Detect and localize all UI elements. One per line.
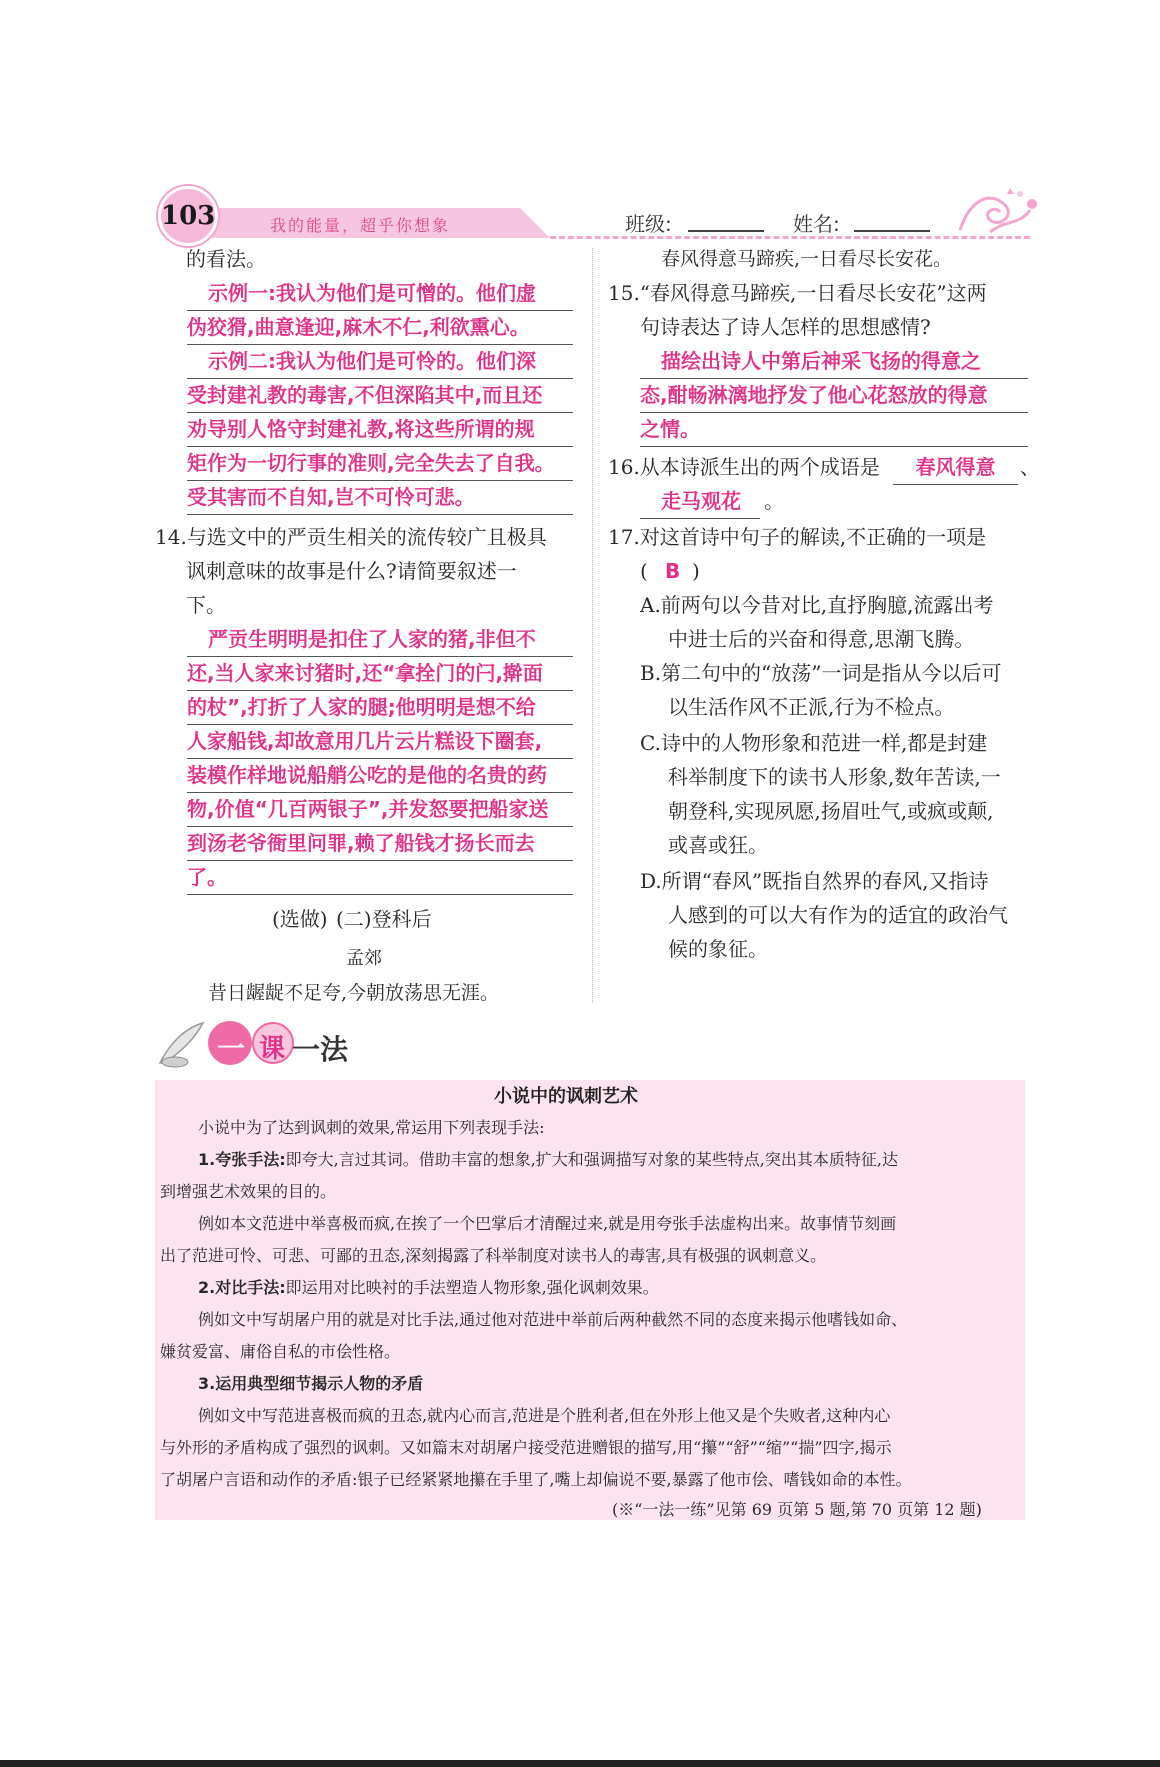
option-a-line1: A.前两句以今昔对比,直抒胸臆,流露出考 [640, 593, 994, 617]
option-c-line3: 朝登科,实现夙愿,扬眉吐气,或疯或颠, [668, 799, 994, 823]
answer-13-example2-line3: 劝导别人恪守封建礼教,将这些所谓的规 [187, 412, 573, 447]
lesson-title-fa: 一法 [292, 1033, 349, 1066]
method-p2-example2: 嫌贫爱富、庸俗自私的市侩性格。 [160, 1342, 401, 1361]
text-line: 的看法。 [186, 247, 266, 271]
option-d-line3: 候的象征。 [668, 937, 768, 961]
answer-13-example2-line1: 示例二:我认为他们是可怜的。他们深 [187, 344, 573, 379]
answer-13-example2-line2: 受封建礼教的毒害,不但深陷其中,而且还 [187, 378, 573, 413]
question-15-line1: 15.“春风得意马蹄疾,一日看尽长安花”这两 [608, 281, 987, 305]
question-15-line2: 句诗表达了诗人怎样的思想感情? [640, 315, 931, 339]
poem-title: (二)登科后 [336, 907, 432, 931]
question-17-line1: 17.对这首诗中句子的解读,不正确的一项是 [608, 525, 987, 549]
answer-14-line3: 的杖”,打折了人家的腿;他明明是想不给 [187, 690, 573, 725]
answer-16-idiom1: 春风得意 [893, 450, 1018, 485]
question-17-paren-left: ( [640, 559, 648, 583]
option-c-line4: 或喜或狂。 [668, 833, 768, 857]
poem-line1: 昔日龌龊不足夸,今朝放荡思无涯。 [208, 982, 500, 1004]
method-p1-line2: 到增强艺术效果的目的。 [160, 1182, 337, 1201]
answer-16-idiom2: 走马观花 [640, 484, 760, 519]
answer-17: B [665, 559, 681, 583]
answer-15-line1: 描绘出诗人中第后神采飞扬的得意之 [640, 344, 1028, 379]
option-b-line1: B.第二句中的“放荡”一词是指从今以后可 [640, 661, 1002, 685]
method-p1-line1: 1.夸张手法:即夸大,言过其词。借助丰富的想象,扩大和强调描写对象的某些特点,突出其本质特征,达 [198, 1150, 898, 1169]
method-reference: (※“一法一练”见第 69 页第 5 题,第 70 页第 12 题) [612, 1500, 982, 1519]
answer-14-line7: 到汤老爷衙里问罪,赖了船钱才扬长而去 [187, 826, 573, 861]
question-17-paren-right: ) [692, 559, 700, 583]
floral-ornament-icon [950, 180, 1040, 240]
method-p1-example1: 例如本文范进中举喜极而疯,在挨了一个巴掌后才清醒过来,就是用夸张手法虚构出来。故事情节刻画 [198, 1214, 897, 1233]
method-p3-example3: 了胡屠户言语和动作的矛盾:银子已经紧紧地攥在手里了,嘴上却偏说不要,暴露了他市侩、嗜钱如命的本性。 [160, 1470, 912, 1489]
method-p2-example1: 例如文中写胡屠户用的就是对比手法,通过他对范进中举前后两种截然不同的态度来揭示他嗜钱如命、 [198, 1310, 908, 1329]
class-label: 班级: [625, 212, 672, 236]
feather-pen-icon [160, 1023, 203, 1067]
answer-13-example1-line1: 示例一:我认为他们是可憎的。他们虚 [187, 276, 573, 311]
option-c-line2: 科举制度下的读书人形象,数年苦读,一 [668, 765, 1001, 789]
answer-14-line5: 装模作样地说船艄公吃的是他的名贵的药 [187, 758, 573, 793]
question-16-separator: 、 [1020, 455, 1040, 479]
answer-15-line2: 态,酣畅淋漓地抒发了他心花怒放的得意 [640, 378, 1028, 413]
answer-14-line1: 严贡生明明是扣住了人家的猪,非但不 [187, 622, 573, 657]
poem-author: 孟郊 [346, 948, 382, 969]
header-slogan: 我的能量，超乎你想象 [270, 216, 451, 235]
method-title: 小说中的讽刺艺术 [494, 1086, 638, 1107]
method-p3-example2: 与外形的矛盾构成了强烈的讽刺。又如篇末对胡屠户接受范进赠银的描写,用“攥”“舒”“缩”“揣”四字,揭示 [160, 1438, 892, 1457]
column-divider [592, 248, 593, 1003]
answer-13-example2-line4: 矩作为一切行事的准则,完全失去了自我。 [187, 446, 573, 481]
name-label: 姓名: [793, 212, 840, 236]
method-intro: 小说中为了达到讽刺的效果,常运用下列表现手法: [198, 1118, 545, 1137]
option-a-line2: 中进士后的兴奋和得意,思潮飞腾。 [668, 627, 975, 651]
method-p3-example1: 例如文中写范进喜极而疯的丑态,就内心而言,范进是个胜利者,但在外形上他又是个失败者,这种内心 [198, 1406, 891, 1425]
answer-13-example1-line2: 伪狡猾,曲意逢迎,麻木不仁,利欲熏心。 [187, 310, 573, 345]
name-field[interactable] [854, 230, 930, 232]
answer-13-example2-line5: 受其害而不自知,岂不可怜可悲。 [187, 480, 573, 515]
answer-14-line4: 人家船钱,却故意用几片云片糕设下圈套, [187, 724, 573, 759]
poem-line2: 春风得意马蹄疾,一日看尽长安花。 [661, 248, 953, 270]
bottom-bar [0, 1760, 1160, 1767]
lesson-title-yi: 一 [217, 1032, 246, 1065]
lesson-title-ke: 课 [259, 1034, 286, 1064]
method-p2-line1: 2.对比手法:即运用对比映衬的手法塑造人物形象,强化讽刺效果。 [198, 1278, 659, 1297]
option-d-line2: 人感到的可以大有作为的适宜的政治气 [668, 903, 1008, 927]
answer-14-line6: 物,价值“几百两银子”,并发怒要把船家送 [187, 792, 573, 827]
question-16-end: 。 [764, 489, 784, 513]
method-p1-label: 1.夸张手法: [198, 1150, 286, 1169]
method-p2-label: 2.对比手法: [198, 1278, 286, 1297]
method-p1-example2: 出了范进可怜、可悲、可鄙的丑态,深刻揭露了科举制度对读书人的毒害,具有极强的讽刺意义。 [160, 1246, 827, 1265]
answer-14-line8: 了。 [187, 860, 573, 895]
question-14-line1: 14.与选文中的严贡生相关的流传较广且极具 [155, 525, 547, 549]
answer-14-line2: 还,当人家来讨猪时,还“拿拴门的闩,擀面 [187, 656, 573, 691]
answer-15-line3: 之情。 [640, 412, 1028, 447]
poem-title-prefix: (选做) [272, 907, 328, 931]
question-16-line1: 16.从本诗派生出的两个成语是 [608, 455, 880, 479]
option-d-line1: D.所谓“春风”既指自然界的春风,又指诗 [640, 869, 989, 893]
page-number: 103 [158, 186, 218, 246]
method-p3-label: 3.运用典型细节揭示人物的矛盾 [198, 1374, 424, 1393]
question-14-line3: 下。 [186, 593, 226, 617]
question-14-line2: 讽刺意味的故事是什么?请简要叙述一 [186, 559, 517, 583]
option-b-line2: 以生活作风不正派,行为不检点。 [668, 695, 955, 719]
option-c-line1: C.诗中的人物形象和范进一样,都是封建 [640, 731, 988, 755]
class-field[interactable] [688, 230, 764, 232]
